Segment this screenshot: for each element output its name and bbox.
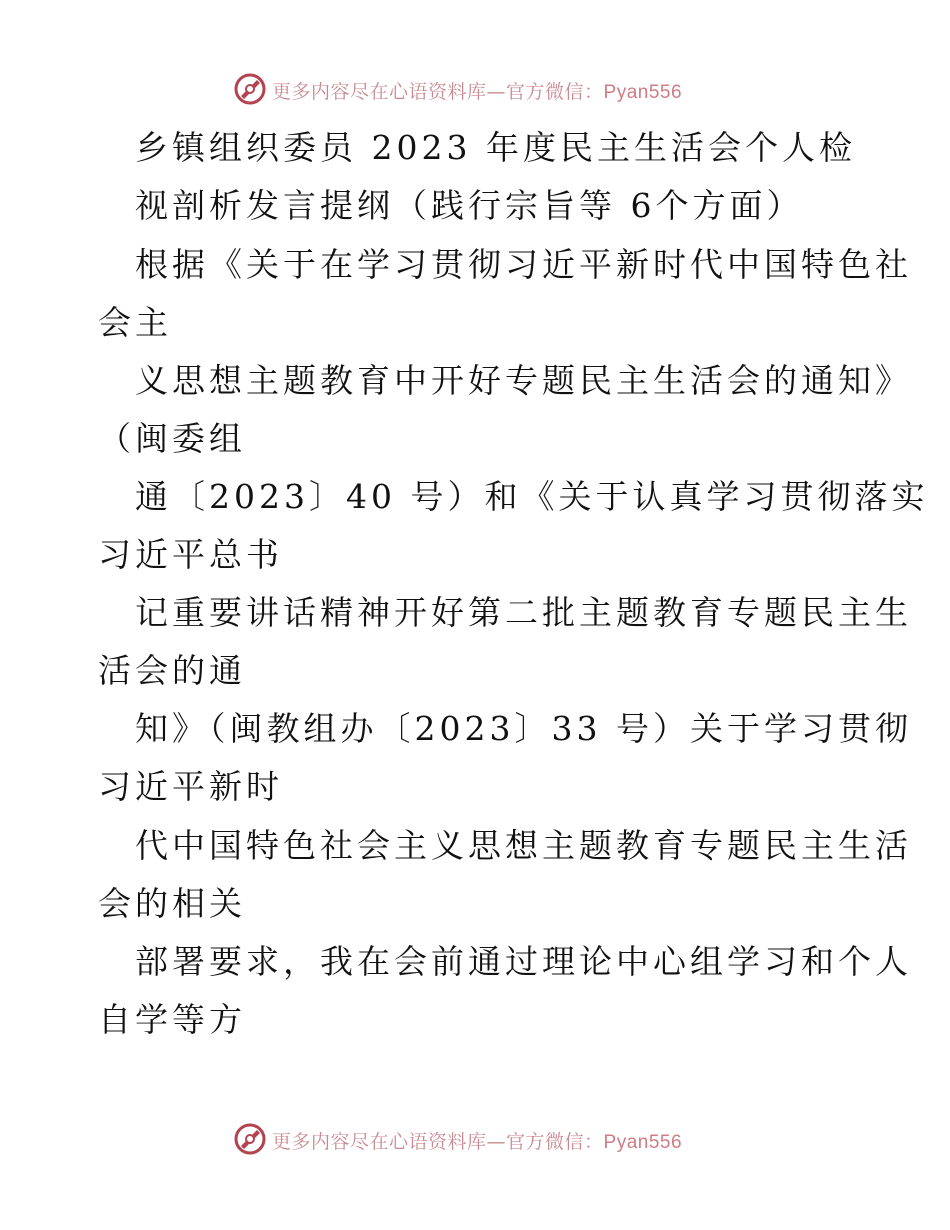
body-line: 义思想主题教育中开好专题民主生活会的通知》	[135, 361, 912, 400]
watermark-site-name: 更多内容尽在心语资料库	[272, 1131, 487, 1153]
body-line: 记重要讲话精神开好第二批主题教育专题民主生	[135, 593, 912, 632]
body-line: 习近平新时	[98, 767, 283, 806]
body-line: 会的相关	[98, 884, 246, 923]
watermark-site-name: 更多内容尽在心语资料库	[272, 81, 487, 103]
watermark-wechat-id: Pyan556	[603, 82, 683, 103]
body-line: 通〔2023〕40 号）和《关于认真学习贯彻落实	[135, 477, 929, 516]
watermark-text	[272, 1127, 682, 1154]
body-line: 习近平总书	[98, 535, 283, 574]
title-line-1: 乡镇组织委员 2023 年度民主生活会个人检	[135, 128, 856, 167]
brand-logo-icon	[233, 72, 267, 106]
watermark-wechat-label: 官方微信：	[506, 81, 604, 103]
body-line: 根据《关于在学习贯彻习近平新时代中国特色社	[135, 245, 912, 284]
body-line: 代中国特色社会主义思想主题教育专题民主生活	[135, 826, 912, 865]
brand-logo-icon	[233, 1122, 267, 1156]
body-line: （闽委组	[98, 419, 246, 458]
body-line: 会主	[98, 303, 172, 342]
footer-watermark-banner	[0, 1120, 950, 1160]
body-line: 部署要求，我在会前通过理论中心组学习和个人	[135, 942, 912, 981]
body-line: 自学等方	[98, 1000, 246, 1039]
watermark-dash: —	[486, 81, 507, 103]
header-watermark-banner	[0, 70, 950, 110]
watermark-dash: —	[486, 1131, 507, 1153]
body-line: 知》（闽教组办〔2023〕33 号）关于学习贯彻	[135, 709, 912, 748]
watermark-wechat-id: Pyan556	[603, 1132, 683, 1153]
watermark-text	[272, 77, 682, 104]
watermark-wechat-label: 官方微信：	[506, 1131, 604, 1153]
title-line-2: 视剖析发言提纲（践行宗旨等 6个方面）	[135, 186, 804, 225]
body-line: 活会的通	[98, 651, 246, 690]
